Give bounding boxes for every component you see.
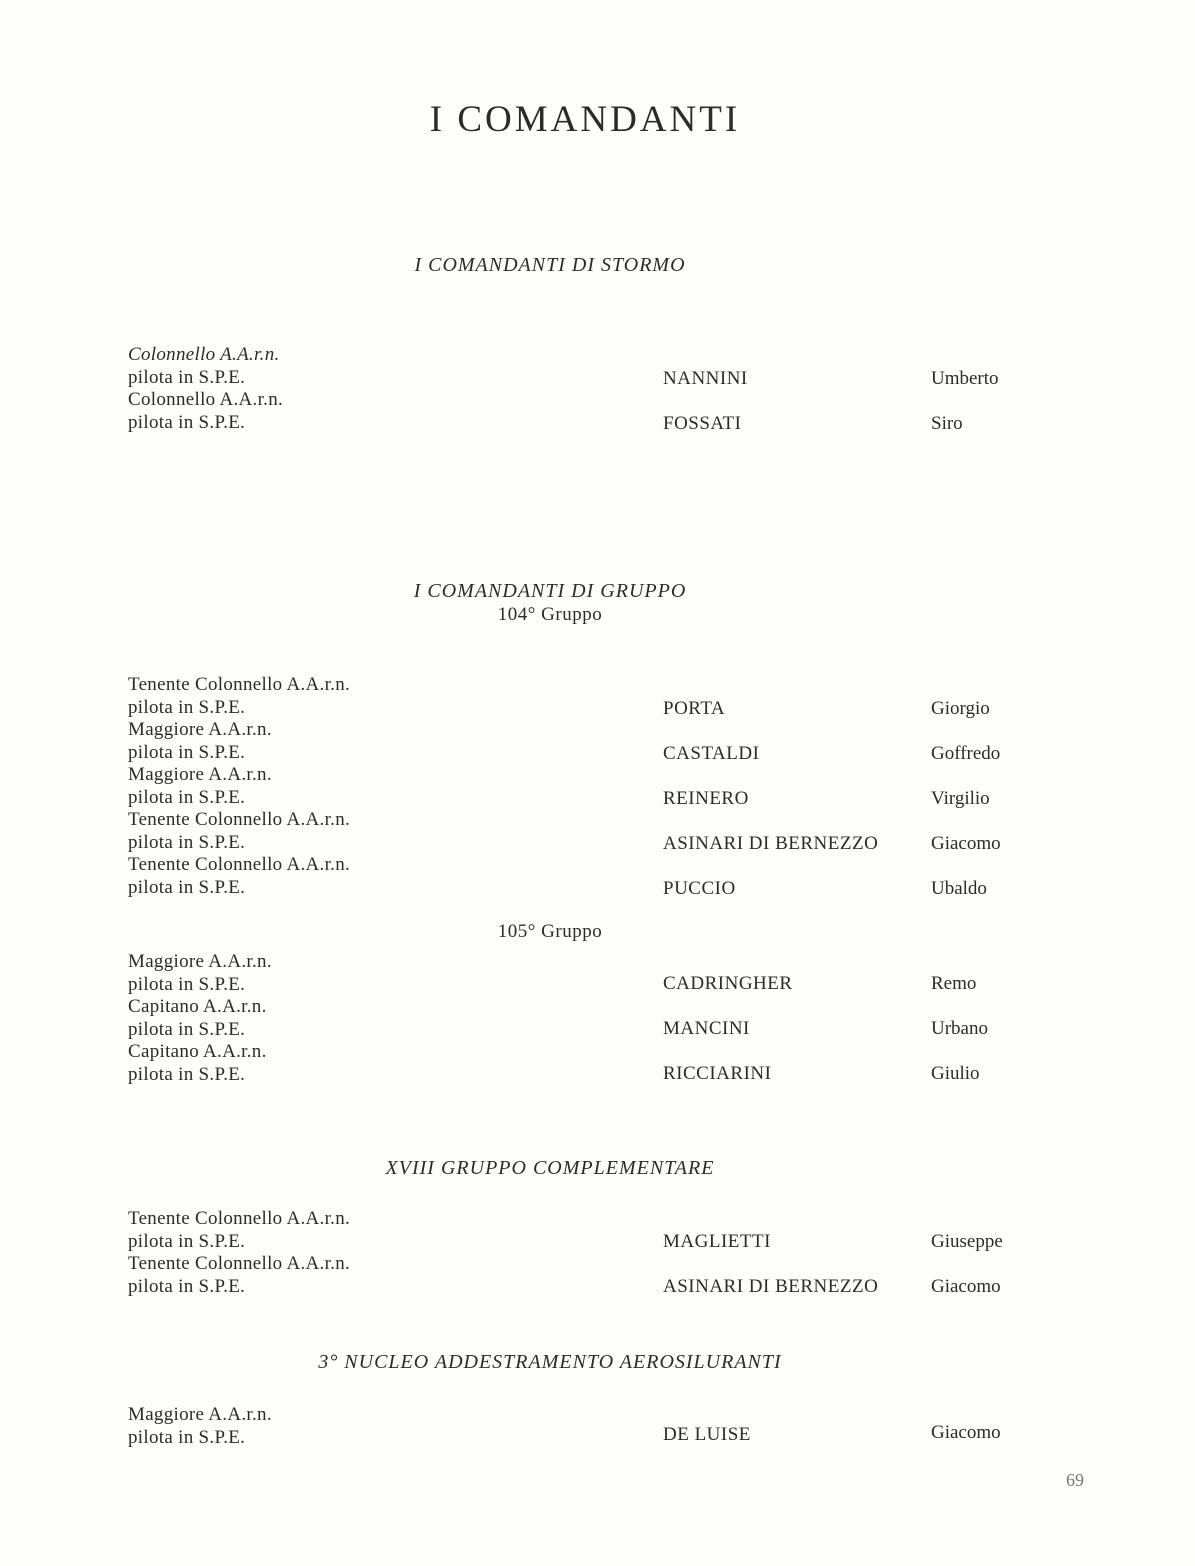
entry-name: Giorgio xyxy=(931,698,990,719)
rank-qualification: pilota in S.P.E. xyxy=(128,1426,246,1448)
rank-title: Capitano A.A.r.n. xyxy=(128,996,267,1017)
rank-qualification: pilota in S.P.E. xyxy=(128,366,246,388)
entry-rank-block xyxy=(128,674,350,899)
rank-title: Maggiore A.A.r.n. xyxy=(128,951,272,972)
entry-name: Virgilio xyxy=(931,788,990,809)
entry-surname: CADRINGHER xyxy=(663,973,793,994)
rank-qualification: pilota in S.P.E. xyxy=(128,696,246,718)
rank-title: Tenente Colonnello A.A.r.n. xyxy=(128,1253,351,1274)
entry-surname: PORTA xyxy=(663,698,726,719)
entry-surname: ASINARI DI BERNEZZO xyxy=(663,1276,879,1297)
section-heading-gruppo: I COMANDANTI DI GRUPPO xyxy=(413,580,687,602)
entry-rank xyxy=(128,344,283,434)
entry-surname: RICCIARINI xyxy=(663,1063,772,1084)
rank-title: Maggiore A.A.r.n. xyxy=(128,1404,272,1425)
section-heading-xviii: XVIII GRUPPO COMPLEMENTARE xyxy=(385,1157,715,1179)
group-label-105: 105° Gruppo xyxy=(497,921,603,942)
entry-name: Giacomo xyxy=(931,1422,1001,1443)
rank-title: Colonnello A.A.r.n. xyxy=(128,389,284,410)
entry-surname: CASTALDI xyxy=(663,743,760,764)
entry-rank-block xyxy=(128,1404,272,1449)
rank-title: Tenente Colonnello A.A.r.n. xyxy=(128,1208,351,1229)
rank-qualification: pilota in S.P.E. xyxy=(128,741,246,763)
rank-qualification: pilota in S.P.E. xyxy=(128,1275,246,1297)
rank-title: Capitano A.A.r.n. xyxy=(128,1041,267,1062)
entry-name: Remo xyxy=(931,973,977,994)
rank-qualification: pilota in S.P.E. xyxy=(128,411,246,433)
entry-surname: NANNINI xyxy=(663,368,748,389)
rank-title: Tenente Colonnello A.A.r.n. xyxy=(128,809,351,830)
rank-title: Colonnello A.A.r.n. xyxy=(128,344,280,365)
entry-surname: MANCINI xyxy=(663,1018,750,1039)
section-heading-stormo: I COMANDANTI DI STORMO xyxy=(414,254,686,276)
rank-qualification: pilota in S.P.E. xyxy=(128,831,246,853)
rank-title: Maggiore A.A.r.n. xyxy=(128,764,272,785)
entry-name: Goffredo xyxy=(931,743,1001,764)
entry-surname: FOSSATI xyxy=(663,413,742,434)
entry-surname: DE LUISE xyxy=(663,1424,751,1445)
entry-rank-block xyxy=(128,951,272,1086)
group-label-104: 104° Gruppo xyxy=(497,604,603,625)
entry-name: Siro xyxy=(931,413,963,434)
rank-qualification: pilota in S.P.E. xyxy=(128,1230,246,1252)
rank-title: Tenente Colonnello A.A.r.n. xyxy=(128,854,351,875)
section-heading-nucleo: 3° NUCLEO ADDESTRAMENTO AEROSILURANTI xyxy=(318,1351,782,1373)
entry-name: Giacomo xyxy=(931,833,1001,854)
entry-rank-block xyxy=(128,1208,350,1298)
entry-surname: REINERO xyxy=(663,788,749,809)
rank-title: Maggiore A.A.r.n. xyxy=(128,719,272,740)
rank-qualification: pilota in S.P.E. xyxy=(128,786,246,808)
rank-qualification: pilota in S.P.E. xyxy=(128,876,246,898)
entry-name: Giacomo xyxy=(931,1276,1001,1297)
entry-surname: MAGLIETTI xyxy=(663,1231,771,1252)
entry-name: Ubaldo xyxy=(931,878,987,899)
entry-name: Umberto xyxy=(931,368,999,389)
entry-surname: PUCCIO xyxy=(663,878,736,899)
entry-name: Giuseppe xyxy=(931,1231,1003,1252)
rank-qualification: pilota in S.P.E. xyxy=(128,1018,246,1040)
rank-title: Tenente Colonnello A.A.r.n. xyxy=(128,674,351,695)
rank-qualification: pilota in S.P.E. xyxy=(128,1063,246,1085)
page-title: I COMANDANTI xyxy=(429,99,741,140)
rank-qualification: pilota in S.P.E. xyxy=(128,973,246,995)
entry-name: Giulio xyxy=(931,1063,980,1084)
entry-name: Urbano xyxy=(931,1018,988,1039)
entry-surname: ASINARI DI BERNEZZO xyxy=(663,833,879,854)
page-number: 69 xyxy=(1066,1470,1084,1490)
